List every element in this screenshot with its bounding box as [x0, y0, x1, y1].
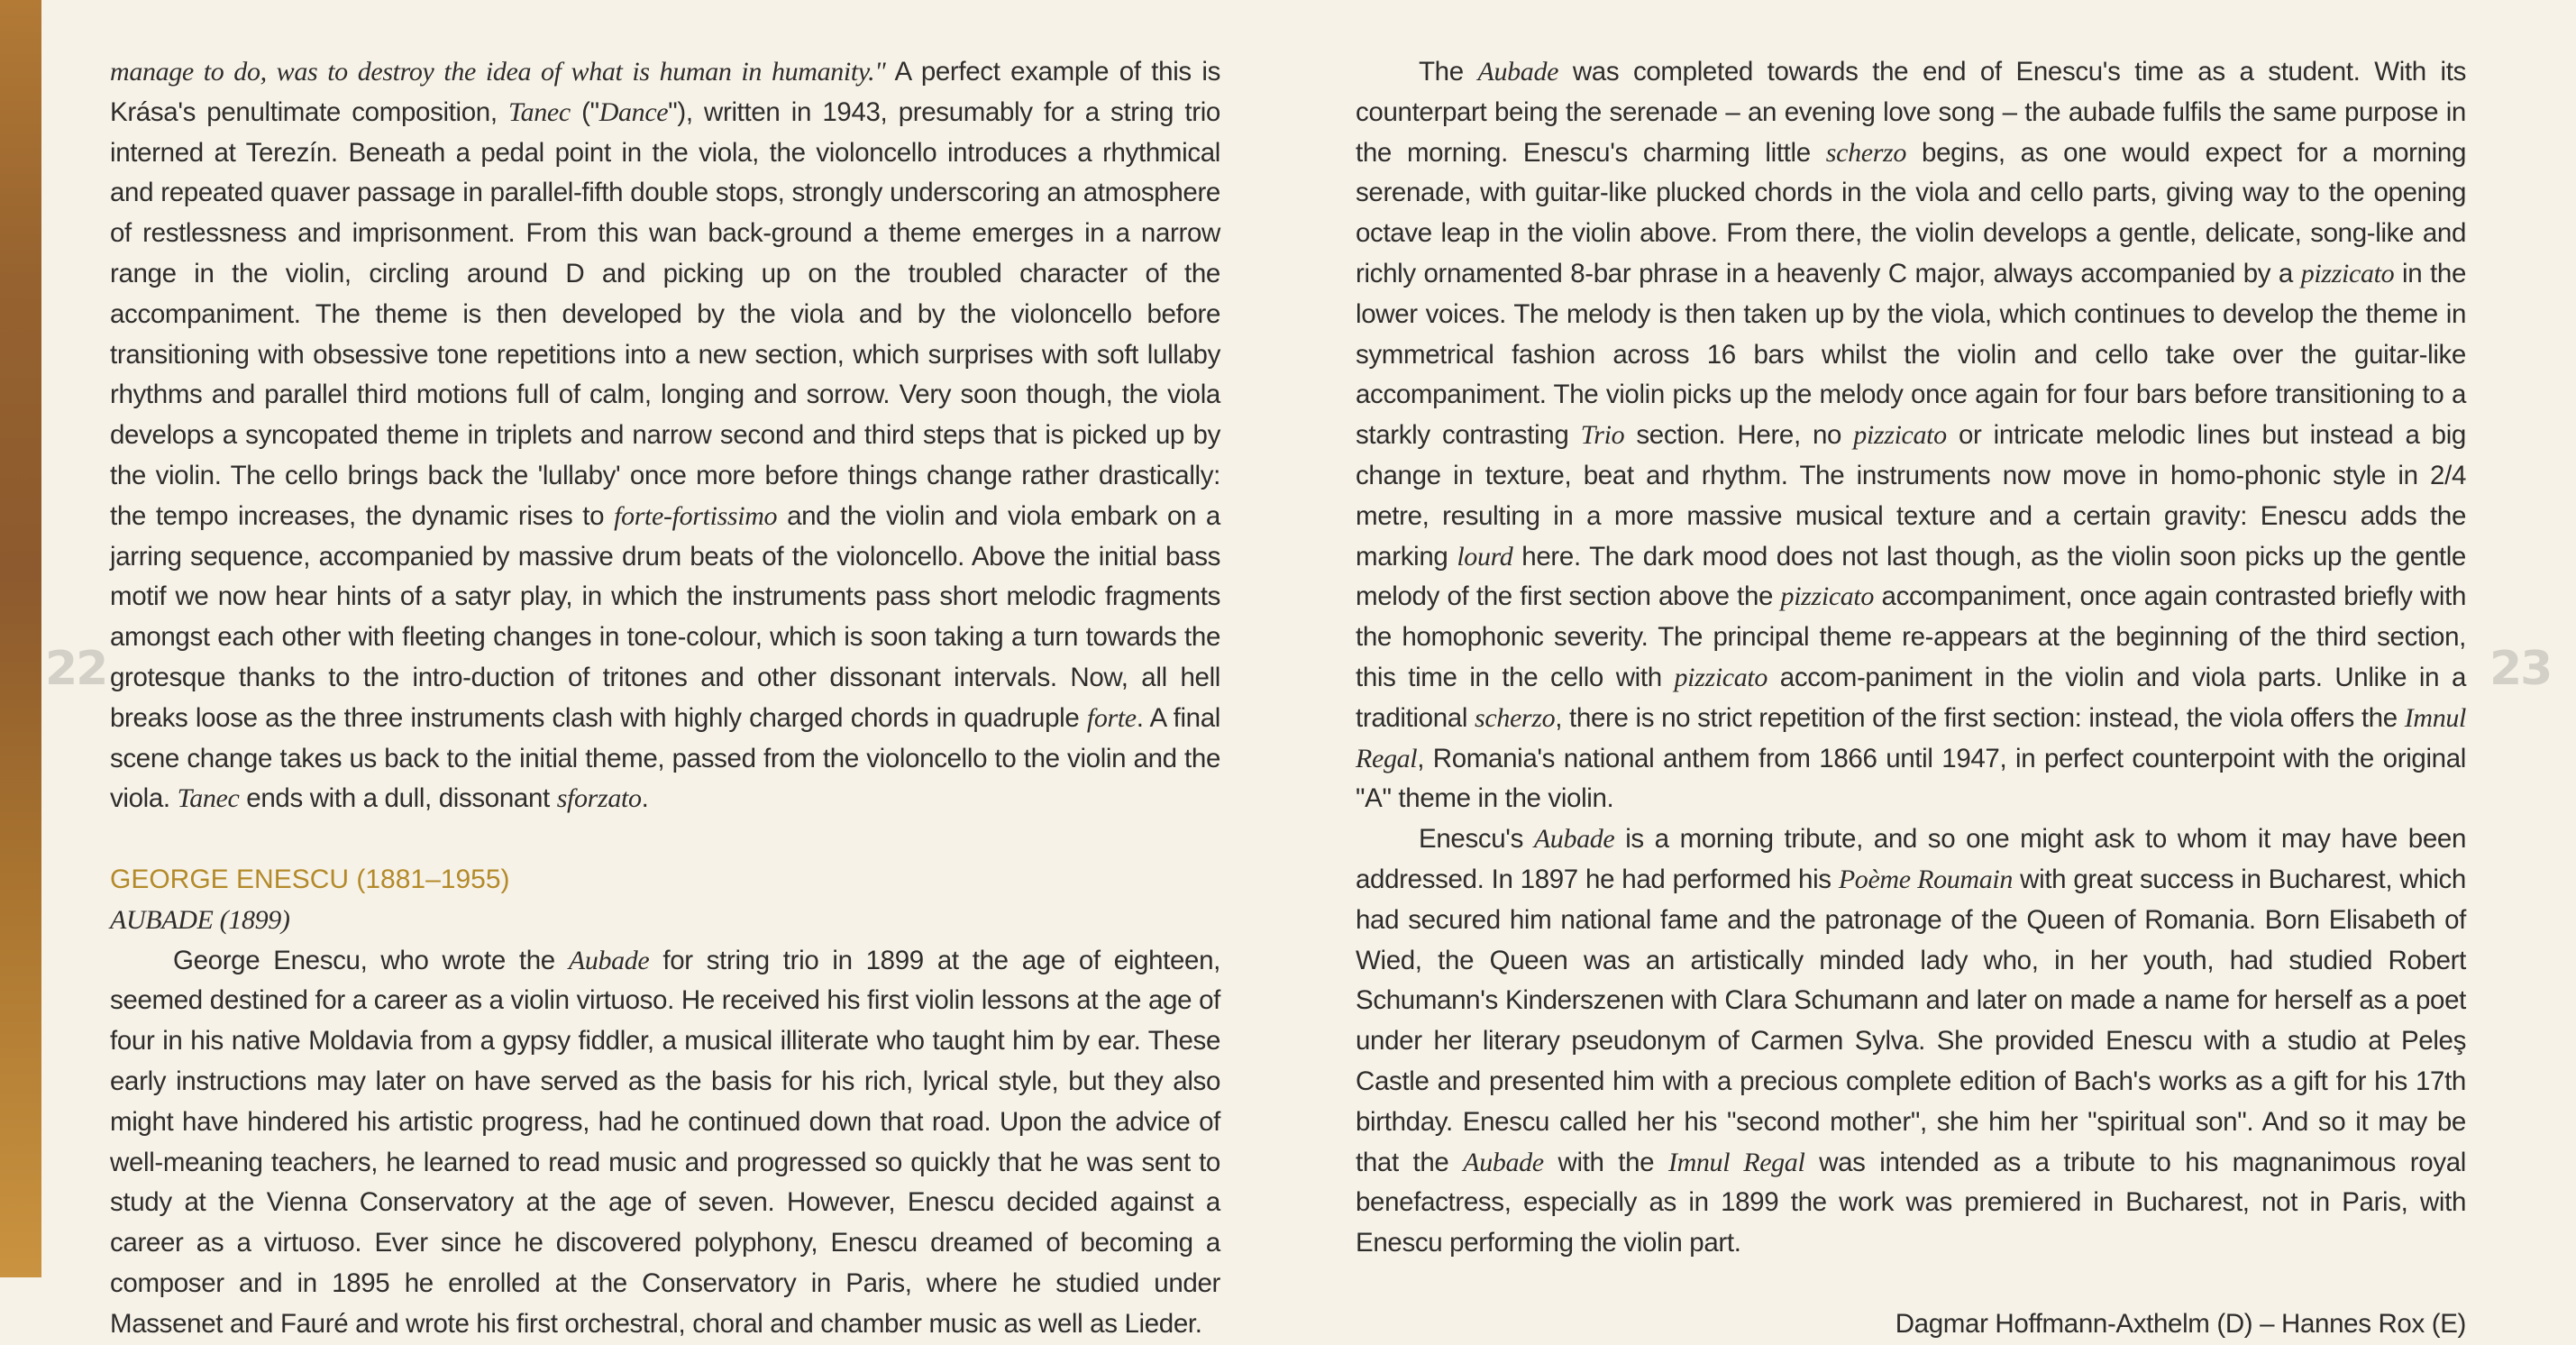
- work-title-italic: Tanec: [508, 96, 571, 127]
- term-italic: sforzato: [556, 783, 642, 814]
- work-title-italic: Imnul Regal: [1356, 702, 2466, 773]
- author-credit: Dagmar Hoffmann-Axthelm (D) – Hannes Rox (E): [1895, 1308, 2466, 1339]
- text-run: here. The dark mood does not last though, as the violin soon picks up the gentle melody of the first section above the: [1356, 541, 2466, 612]
- aubade-analysis-paragraph: [1356, 52, 2466, 819]
- krasa-tanec-paragraph: [110, 52, 1220, 819]
- term-italic: forte: [1086, 702, 1137, 733]
- text-run: A perfect example of this is Krása's penultimate composition,: [110, 57, 1221, 127]
- text-run: , there is no strict repetition of the first section: instead, the viola offers the: [1555, 702, 2405, 733]
- work-title-italic: Poème Roumain: [1838, 864, 2014, 894]
- text-run: accompaniment, once again contrasted briefly with the homophonic severity. The principal theme re-appears at the beginning of the third section, this time in the cello with: [1356, 581, 2466, 692]
- text-run: "), written in 1943, presumably for a string trio interned at Terezín. Beneath a pedal point in the viola, the violoncello introduces a rhythmical and repeated quaver passage in parallel-fifth double stops, strongly underscoring an atmosphere of restlessness and imprisonment. From this wan back-ground a theme emerges in a narrow range in the violin, circling around D and picking up on the troubled character of the accompaniment. The theme is then developed by the viola and by the violoncello before transitioning with obsessive tone repetitions into a new section, which surprises with soft lullaby rhythms and parallel third motions full of calm, longing and sorrow. Very soon though, the viola develops a syncopated theme in triplets and narrow second and third steps that is picked up by the violin. The cello brings back the 'lullaby' once more before things change rather drastically: the tempo increases, the dynamic rises to: [110, 96, 1220, 531]
- term-italic: scherzo: [1825, 137, 1907, 168]
- term-italic: forte-fortissimo: [614, 500, 778, 531]
- composer-heading: GEORGE ENESCU (1881–1955): [110, 864, 510, 894]
- term-italic: pizzicato: [1674, 662, 1768, 692]
- text-run: was completed towards the end of Enescu's time as a student. With its counterpart being the serenade – an evening love song – the aubade fulfils the same purpose in the morning. Enescu's charming little: [1356, 57, 2466, 168]
- text-run: or intricate melodic lines but instead a big change in texture, beat and rhythm. The instruments now move in homo-phonic style in 2/4 metre, resulting in a more massive musical texture and a certain gravity: Enescu adds the marking: [1356, 420, 2466, 572]
- text-run: for string trio in 1899 at the age of eighteen, seemed destined for a career as a violin virtuoso. He received his first violin lessons at the age of four in his native Moldavia from a gypsy fiddler, a musical illiterate who taught him by ear. These early instructions may later on have served as the basis for his rich, lyrical style, but they also might have hindered his artistic progress, had he continued down that road. Upon the advice of well-meaning teachers, he learned to read music and progressed so quickly that he was sent to study at the Vienna Conservatory at the age of seven. However, Enescu decided against a career as a virtuoso. Ever since he discovered polyphony, Enescu dreamed of becoming a composer and in 1895 he enrolled at the Conservatory in Paris, where he studied under Massenet and Fauré and wrote his first orchestral, choral and chamber music as well as Lieder.: [110, 945, 1220, 1339]
- work-title-italic: Aubade: [568, 945, 650, 975]
- quote-italic: manage to do, was to destroy the idea of what is human in humanity.": [110, 57, 886, 87]
- text-run: section. Here, no: [1624, 420, 1854, 451]
- text-run: . A final scene change takes us back to the initial theme, passed from the violoncello to the violin and the viola.: [110, 702, 1220, 814]
- text-run: was intended as a tribute to his magnanimous royal benefactress, especially as in 1899 the work was premiered in Bucharest, not in Paris, with Enescu performing the violin part.: [1356, 1147, 2466, 1258]
- text-run: The: [1419, 57, 1478, 87]
- work-title-italic: Aubade: [1463, 1147, 1544, 1177]
- text-run: accom-paniment in the violin and viola parts. Unlike in a traditional: [1356, 662, 2466, 733]
- text-run: .: [641, 783, 649, 814]
- work-title-italic: Tanec: [177, 783, 240, 814]
- aubade-dedication-paragraph: [1356, 819, 2466, 1264]
- term-italic: scherzo: [1475, 702, 1556, 733]
- term-italic: lourd: [1457, 541, 1513, 572]
- left-column: [110, 52, 1220, 1345]
- work-title-italic: Imnul Regal: [1667, 1147, 1805, 1177]
- text-run: , Romania's national anthem from 1866 until 1947, in perfect counterpoint with the original "A" theme in the violin.: [1356, 743, 2466, 814]
- page-number-left: 22: [45, 642, 107, 696]
- text-run: in the lower voices. The melody is then taken up by the viola, which continues to develop the theme in symmetrical fashion across 16 bars whilst the violin and cello take over the guitar-like accompaniment. The violin picks up the melody once again for four bars before transitioning to a starkly contrasting: [1356, 258, 2466, 451]
- term-italic: pizzicato: [2300, 258, 2395, 288]
- text-run: and the violin and viola embark on a jarring sequence, accompanied by massive drum beats of the violoncello. Above the initial bass motif we now hear hints of a satyr play, in which the instruments pass short melodic fragments amongst each other with fleeting changes in tone-colour, which is soon taking a turn towards the grotesque thanks to the intro-duction of tritones and other dissonant intervals. Now, all hell breaks loose as the three instruments clash with highly charged chords in quadruple: [110, 500, 1220, 733]
- booklet-spine: [0, 0, 41, 1277]
- term-italic: Trio: [1580, 420, 1625, 451]
- text-run: (": [570, 96, 599, 127]
- work-subheading: AUBADE (1899): [110, 904, 290, 935]
- right-column: [1356, 52, 2466, 1345]
- text-run: George Enescu, who wrote the: [173, 945, 569, 975]
- text-run: ends with a dull, dissonant: [239, 783, 557, 814]
- term-italic: pizzicato: [1780, 581, 1875, 612]
- work-title-italic: Aubade: [1477, 57, 1559, 87]
- text-run: with great success in Bucharest, which had secured him national fame and the patronage of the Queen of Romania. Born Elisabeth of Wied, the Queen was an artistically minded lady who, in her youth, had studied Robert Schumann's Kinderszenen with Clara Schumann and later on made a name for herself as a poet under her literary pseudonym of Carmen Sylva. She provided Enescu with a studio at Peleş Castle and presented him with a precious complete edition of Bach's works as a gift for his 17th birthday. Enescu called her his "second mother", she him her "spiritual son". And so it may be that the: [1356, 864, 2466, 1177]
- enescu-bio-paragraph: [110, 941, 1220, 1345]
- text-run: Enescu's: [1419, 824, 1534, 855]
- term-italic: pizzicato: [1853, 420, 1947, 451]
- text-run: begins, as one would expect for a morning serenade, with guitar-like plucked chords in the viola and cello parts, giving way to the opening octave leap in the violin above. From there, the violin develops a gentle, delicate, song-like and richly ornamented 8-bar phrase in a heavenly C major, always accompanied by a: [1356, 137, 2467, 288]
- text-run: is a morning tribute, and so one might ask to whom it may have been addressed. In 1897 he had performed his: [1356, 824, 2466, 894]
- work-title-italic: Dance: [598, 96, 669, 127]
- text-run: with the: [1543, 1147, 1668, 1177]
- page-number-right: 23: [2489, 642, 2552, 696]
- work-title-italic: Aubade: [1533, 824, 1615, 855]
